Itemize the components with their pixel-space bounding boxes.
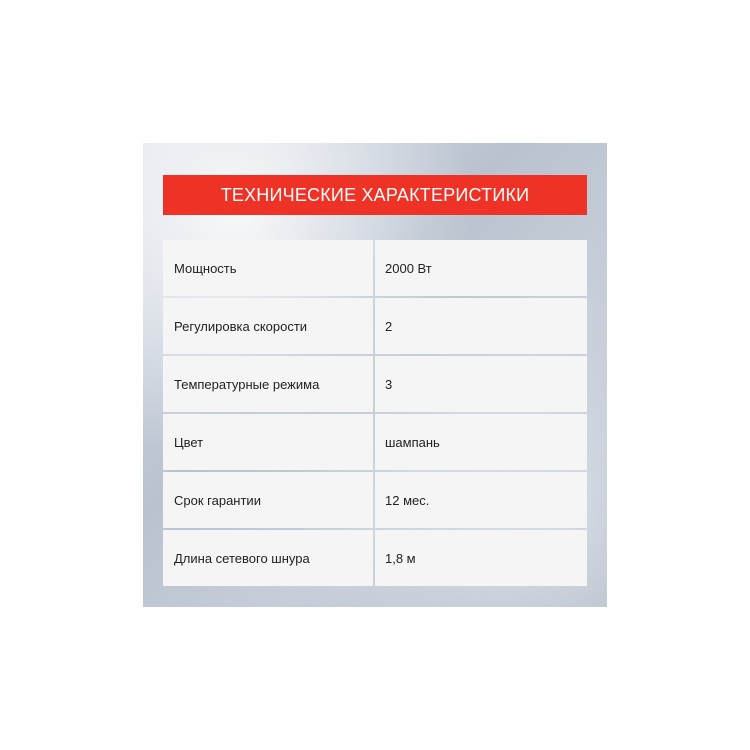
spec-row-warranty: [163, 472, 587, 528]
spec-header: [163, 175, 587, 215]
spec-label: Цвет: [163, 414, 373, 470]
spec-value: 2000 Вт: [375, 240, 587, 296]
spec-row-temperature: [163, 356, 587, 412]
spec-value: 2: [375, 298, 587, 354]
spec-label: Длина сетевого шнура: [163, 530, 373, 586]
spec-row-speed: [163, 298, 587, 354]
spec-value: шампань: [375, 414, 587, 470]
spec-row-cord-length: [163, 530, 587, 586]
spec-label: Регулировка скорости: [163, 298, 373, 354]
spec-panel: [143, 143, 607, 607]
spec-label: Температурные режима: [163, 356, 373, 412]
spec-header-title: ТЕХНИЧЕСКИЕ ХАРАКТЕРИСТИКИ: [220, 184, 530, 205]
spec-value: 12 мес.: [375, 472, 587, 528]
spec-value: 3: [375, 356, 587, 412]
spec-table: [163, 240, 587, 588]
spec-row-power: [163, 240, 587, 296]
spec-label: Срок гарантии: [163, 472, 373, 528]
spec-row-color: [163, 414, 587, 470]
spec-label: Мощность: [163, 240, 373, 296]
spec-value: 1,8 м: [375, 530, 587, 586]
